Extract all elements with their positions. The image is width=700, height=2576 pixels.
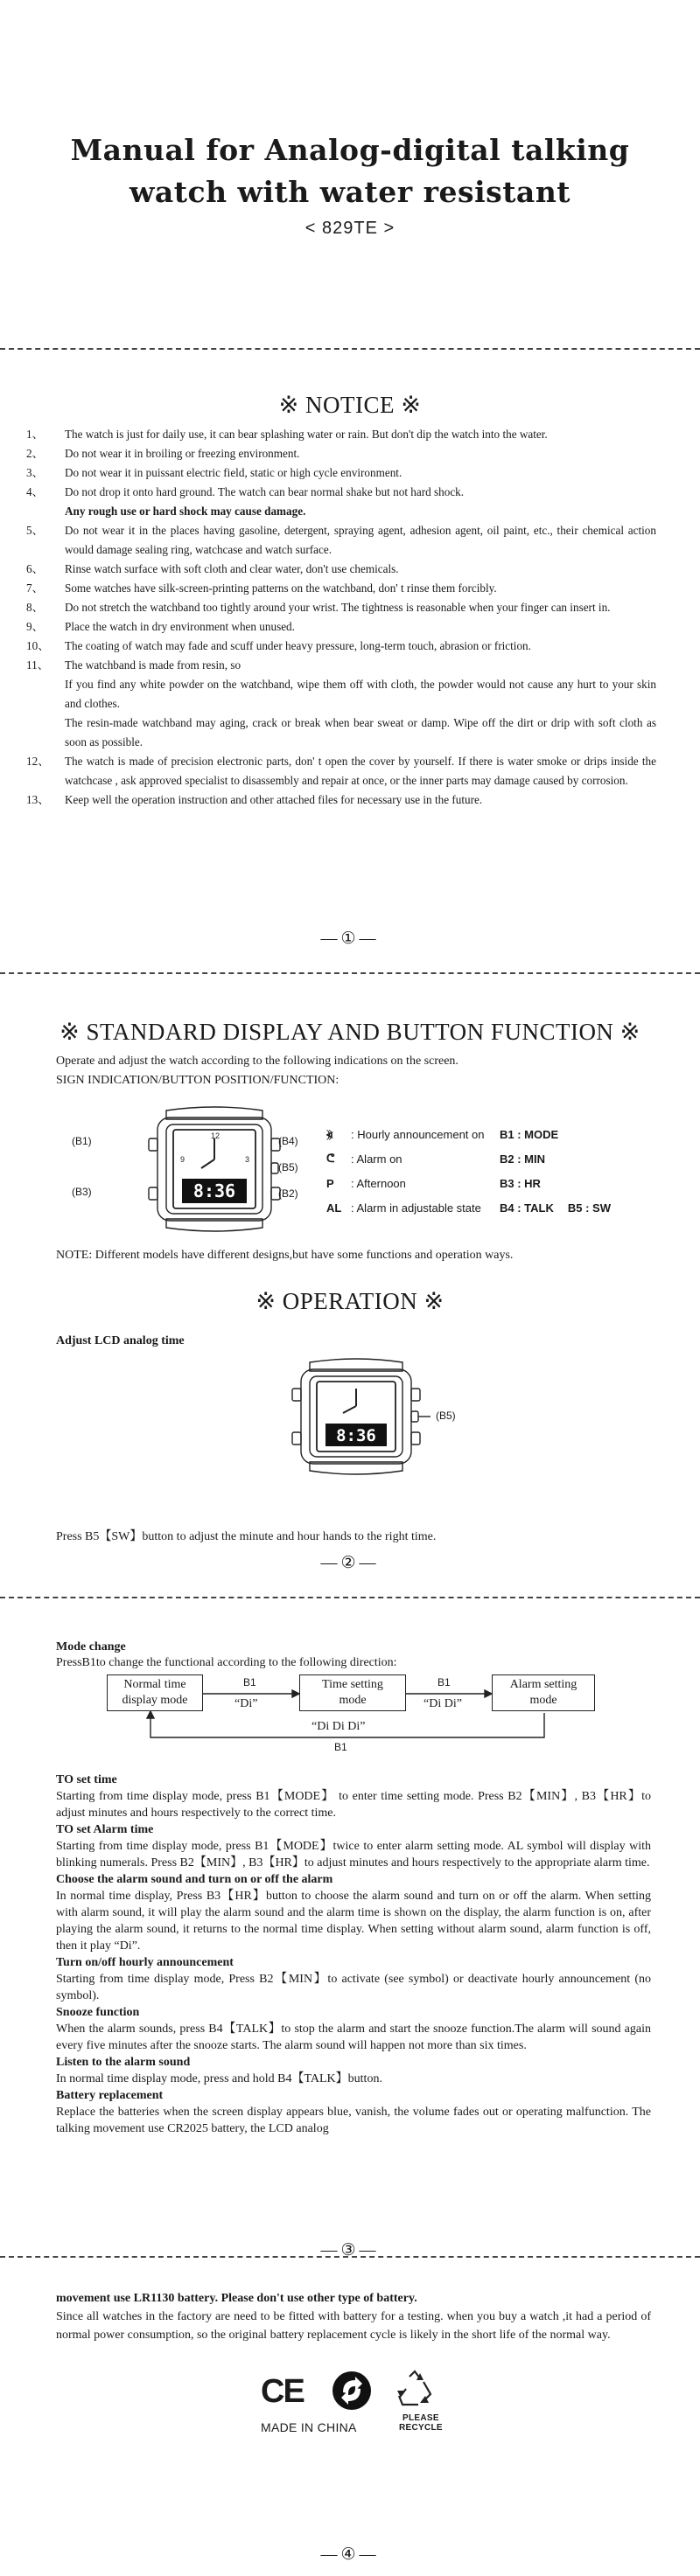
mode-section-heading: Snooze function: [56, 2006, 140, 2019]
callout-b5: (B5): [278, 1161, 298, 1173]
mode-section-heading: Turn on/off hourly announcement: [56, 1956, 234, 1969]
notice-item-text: [65, 483, 656, 521]
notice-item: [26, 483, 656, 521]
page-number-1: —①—: [320, 929, 380, 948]
notice-item-number: 2、: [26, 447, 44, 460]
box-normal-time-line2: display mode: [122, 1694, 188, 1707]
arrowhead-1: [292, 1690, 299, 1697]
lcd-digits: 8:36: [336, 1426, 376, 1445]
mode-section-text: Starting from time display mode, press B1【MODE】twice to enter alarm setting mode. AL symbol will display with blinking numerals. Press B2【MIN】, B3【HR】to adjust minutes and hours respectively to the appropriate alarm time.: [56, 1840, 651, 1869]
legend-sym: ᕦ: [326, 1152, 335, 1165]
legend-row: [326, 1146, 676, 1171]
notice-item: [26, 617, 656, 637]
mode-section-heading: TO set Alarm time: [56, 1823, 154, 1836]
mode-flow-diagram: [98, 1664, 588, 1765]
notice-item-line: Keep well the operation instruction and other attached files for necessary use in the future.: [65, 793, 483, 806]
notice-item: [26, 752, 656, 790]
mode-sections: [56, 1772, 651, 2137]
button-b1: [149, 1138, 158, 1151]
mode-change-intro: PressB1to change the functional according to the following direction:: [56, 1656, 397, 1669]
legend-btn: B3 : HR: [500, 1176, 541, 1190]
please-label: PLEASE: [402, 2413, 439, 2423]
ce-mark: CE: [261, 2373, 304, 2410]
battery-line1: movement use LR1130 battery. Please don't use other type of battery.: [56, 2292, 417, 2305]
notice-item-line: Do not stretch the watchband too tightly around your wrist. The tightness is reasonable when your finger can insert in.: [65, 601, 611, 614]
notice-item-number: 5、: [26, 524, 44, 537]
legend-row: [326, 1171, 676, 1195]
flow-sound-1: “Di”: [234, 1697, 258, 1710]
legend-desc: : Afternoon: [351, 1176, 406, 1190]
notice-item-line: Do not drop it onto hard ground. The watch can bear normal shake but not hard shock.: [65, 485, 465, 498]
button-b5: [411, 1411, 418, 1422]
model-number: < 829TE >: [304, 219, 396, 238]
mode-section-heading: Choose the alarm sound and turn on or off the alarm: [56, 1873, 333, 1886]
mode-section-text: Replace the batteries when the screen display appears blue, vanish, the volume fades out or operating malfunction. The talking movement use CR2025 battery, the LCD analog: [56, 2106, 651, 2135]
adjust-lcd-title: Adjust LCD analog time: [56, 1334, 185, 1347]
notice-item-number: 7、: [26, 581, 44, 595]
models-note: NOTE: Different models have different designs,but have some functions and operation ways.: [56, 1249, 514, 1262]
legend-desc: : Alarm in adjustable state: [351, 1201, 481, 1215]
notice-item-warning: Any rough use or hard shock may cause damage.: [65, 505, 306, 518]
standard-display-heading: ※ STANDARD DISPLAY AND BUTTON FUNCTION ※: [60, 1019, 640, 1045]
box-alarm-setting-line1: Alarm setting: [509, 1678, 578, 1691]
notice-item-number: 9、: [26, 620, 44, 633]
notice-item-line: Do not wear it in the places having gasoline, detergent, spraying agent, adhesion agent, oil paint, etc., their chemical action would damage sealing ring, watchcase and watch surface.: [65, 524, 656, 556]
notice-item-text: [65, 656, 656, 752]
legend-btn: B4 : TALK: [500, 1201, 554, 1215]
flow-label-b1-1: B1: [243, 1676, 256, 1688]
manual-title-line1: Manual for Analog-digital talking: [70, 133, 630, 167]
button-right-top: [411, 1389, 420, 1401]
legend-btn2: B5 : SW: [567, 1201, 611, 1215]
notice-item-line: The watch is made of precision electronic parts, don' t open the cover by yourself. If there is water smoke or drips inside the watchcase , ask approved specialist to disassembly and repair at once, or the inner parts may damage caused by corrosion.: [65, 755, 656, 787]
notice-item-text: [65, 790, 656, 810]
notice-item-text: [65, 463, 656, 483]
hour-hand: [343, 1406, 356, 1413]
callout-b4: (B4): [278, 1135, 298, 1147]
manual-title-line2: watch with water resistant: [129, 175, 571, 209]
box-time-setting: [299, 1674, 406, 1711]
mode-section-text: Starting from time display mode, press B1【MODE】 to enter time setting mode. Press B2【MIN】, B3【HR】to adjust minutes and hours respectively to the correct time.: [56, 1790, 651, 1820]
notice-heading: ※ NOTICE ※: [278, 392, 422, 418]
button-right-bottom: [411, 1432, 420, 1445]
notice-item-text: [65, 598, 656, 617]
notice-item-text: [65, 425, 656, 444]
standard-intro-line1: Operate and adjust the watch according to the following indications on the screen.: [56, 1055, 458, 1068]
dial-12: 12: [211, 1131, 220, 1140]
section-divider: [0, 2256, 700, 2258]
hour-hand: [201, 1159, 214, 1168]
notice-item-text: [65, 752, 656, 790]
notice-item-line: The resin-made watchband may aging, crack or break when bear sweat or damp. Wipe off the dirt or drip with soft cloth as soon as possible.: [65, 716, 656, 748]
notice-item-number: 6、: [26, 562, 44, 575]
notice-item-number: 13、: [26, 793, 50, 806]
notice-item-number: 4、: [26, 485, 44, 498]
notice-item-text: [65, 560, 656, 579]
mode-section-text: When the alarm sounds, press B4【TALK】to stop the alarm and start the snooze function.The alarm will sound again every five minutes after the snooze starts. The alarm sound will happen not more than six times.: [56, 2023, 651, 2052]
notice-item: [26, 656, 656, 752]
battery-line2: Since all watches in the factory are need to be fitted with battery for a testing. when you buy a watch ,it had a period of normal power consumption, so the original battery replacement cycle is likely in the short life of the normal way.: [56, 2310, 651, 2342]
flow-label-b1-3: B1: [334, 1741, 347, 1753]
notice-list: [26, 425, 656, 810]
box-time-setting-line1: Time setting: [322, 1678, 383, 1691]
flow-sound-3: “Di Di Di”: [312, 1720, 366, 1733]
notice-item-number: 3、: [26, 466, 44, 479]
notice-item-number: 1、: [26, 428, 44, 441]
notice-item-number: 12、: [26, 755, 50, 768]
legend-desc: : Hourly announcement on: [351, 1127, 485, 1141]
callout-b1: (B1): [72, 1135, 92, 1147]
button-left-bottom: [292, 1432, 301, 1445]
mode-section-text: In normal time display mode, press and hold B4【TALK】button.: [56, 2072, 382, 2085]
notice-item-line: The watch is just for daily use, it can bear splashing water or rain. But don't dip the watch into the water.: [65, 428, 548, 441]
please-recycle-label: [399, 2413, 443, 2433]
sign-legend: [326, 1122, 676, 1220]
watch-diagram-operation: [282, 1355, 430, 1478]
notice-item-line: Some watches have silk-screen-printing patterns on the watchband, don' t rinse them forcibly.: [65, 581, 497, 595]
operation-heading: ※ OPERATION ※: [256, 1288, 444, 1314]
box-alarm-setting-line2: mode: [529, 1694, 557, 1707]
legend-row: [326, 1122, 676, 1146]
notice-item: [26, 444, 656, 463]
section-divider: [0, 972, 700, 974]
flow-sound-2: “Di Di”: [424, 1697, 462, 1710]
callout-b3: (B3): [72, 1186, 92, 1198]
notice-item-text: [65, 617, 656, 637]
adjust-lcd-instruction: Press B5【SW】button to adjust the minute and hour hands to the right time.: [56, 1530, 437, 1543]
notice-item-number: 8、: [26, 601, 44, 614]
button-b3: [149, 1187, 158, 1200]
legend-desc: : Alarm on: [351, 1152, 402, 1166]
notice-item: [26, 790, 656, 810]
battery-section: [56, 2289, 651, 2344]
made-in-china: MADE IN CHINA: [261, 2420, 357, 2434]
legend-btn: B1 : MODE: [500, 1127, 559, 1141]
recycle-label: RECYCLE: [399, 2423, 443, 2433]
box-alarm-setting: [492, 1674, 595, 1711]
dial-9: 9: [180, 1155, 186, 1164]
mode-change-title: Mode change: [56, 1640, 126, 1654]
mode-section-text: Starting from time display mode, Press B2【MIN】to activate (see symbol) or deactivate hourly announcement (no symbol).: [56, 1973, 651, 2002]
notice-item-line: Place the watch in dry environment when unused.: [65, 620, 295, 633]
page-number-3: —③—: [320, 2241, 380, 2259]
page-number-4: —④—: [320, 2545, 380, 2564]
arrowhead-return: [147, 1711, 154, 1718]
notice-item: [26, 463, 656, 483]
mode-section-heading: Listen to the alarm sound: [56, 2056, 191, 2069]
notice-item-number: 10、: [26, 639, 50, 652]
box-time-setting-line2: mode: [339, 1694, 367, 1707]
cover-title-block: [0, 129, 700, 239]
notice-item: [26, 521, 656, 560]
notice-item-line: If you find any white powder on the watchband, wipe them off with cloth, the powder would not cause any hurt to your skin and clothes.: [65, 678, 656, 710]
notice-item: [26, 579, 656, 598]
callout-b5-operation: (B5): [436, 1410, 456, 1422]
arrowhead-2: [485, 1690, 492, 1697]
mode-section-text: In normal time display, Press B3【HR】button to choose the alarm sound and turn on or off the alarm. When setting with alarm sound, it will play the alarm sound and the alarm time is shown on the display, the alarm function is on, after playing the alarm sound, it returns to the normal time display. When setting without alarm sound, alarm function is off, then it play “Di”.: [56, 1890, 651, 1953]
notice-item-line: Do not wear it in puissant electric field, static or high cycle environment.: [65, 466, 402, 479]
legend-row: [326, 1195, 676, 1220]
legend-sym: P: [326, 1176, 334, 1190]
page-number-2: —②—: [320, 1554, 380, 1572]
notice-item-line: The coating of watch may fade and scuff under heavy pressure, long-term touch, abrasion or friction.: [65, 639, 531, 652]
section-divider: [0, 1597, 700, 1598]
green-dot-icon: [331, 2370, 373, 2412]
box-normal-time-line1: Normal time: [123, 1678, 186, 1691]
flow-label-b1-2: B1: [438, 1676, 451, 1688]
notice-item-number: 11、: [26, 658, 49, 672]
notice-item-text: [65, 579, 656, 598]
notice-item: [26, 637, 656, 656]
section-divider: [0, 348, 700, 350]
watch-diagram: [131, 1104, 298, 1235]
callout-b2: (B2): [278, 1187, 298, 1200]
recycle-icon: [394, 2370, 436, 2410]
mode-section-heading: TO set time: [56, 1773, 117, 1786]
notice-item: [26, 598, 656, 617]
legend-btn: B2 : MIN: [500, 1152, 545, 1166]
standard-intro: [56, 1052, 458, 1090]
notice-item-line: Do not wear it in broiling or freezing environment.: [65, 447, 300, 460]
box-normal-time: [107, 1674, 203, 1711]
lcd-digits: 8:36: [192, 1180, 236, 1201]
notice-item: [26, 560, 656, 579]
standard-intro-line2: SIGN INDICATION/BUTTON POSITION/FUNCTION:: [56, 1074, 340, 1087]
notice-item-line: Rinse watch surface with soft cloth and clear water, don't use chemicals.: [65, 562, 399, 575]
mode-section-heading: Battery replacement: [56, 2089, 164, 2102]
notice-item-text: [65, 444, 656, 463]
notice-item-text: [65, 637, 656, 656]
button-b5: [271, 1163, 278, 1173]
notice-item-text: [65, 521, 656, 560]
notice-item: [26, 425, 656, 444]
legend-sym: AL: [326, 1201, 342, 1215]
dial-3: 3: [245, 1155, 250, 1164]
button-left-top: [292, 1389, 301, 1401]
notice-item-line: The watchband is made from resin, so: [65, 658, 242, 672]
legend-sym: ⦖: [326, 1127, 333, 1140]
